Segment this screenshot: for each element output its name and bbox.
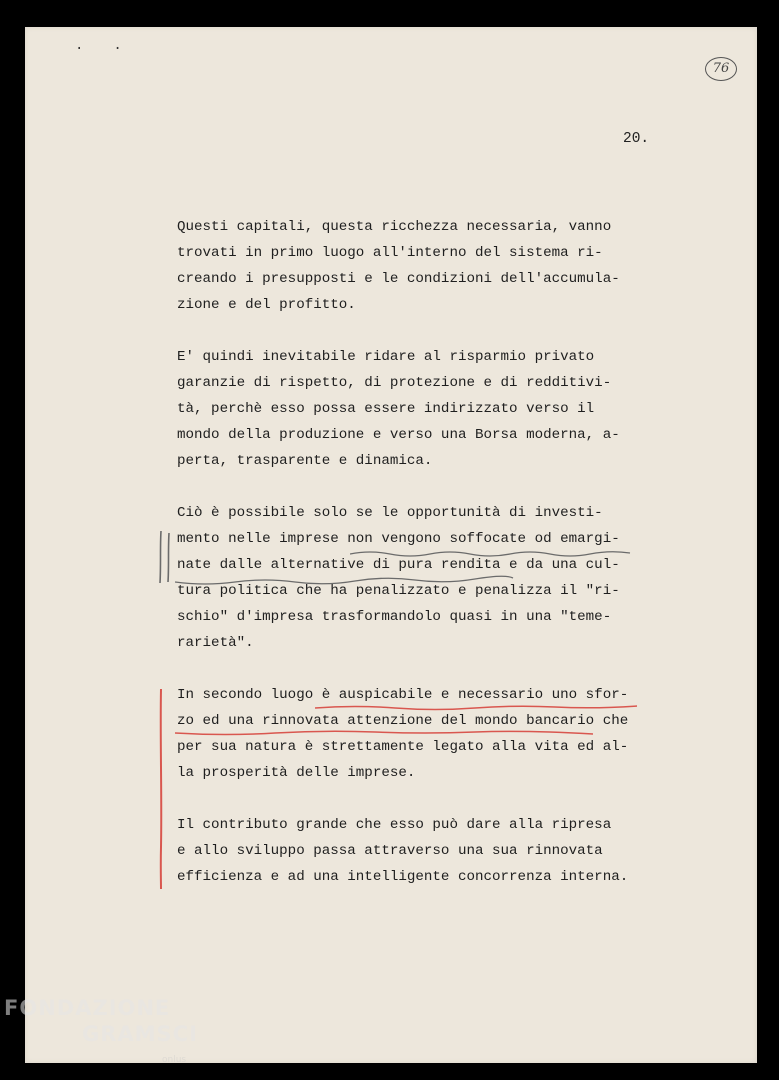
red-pencil-sidebar-mark bbox=[155, 687, 167, 892]
text-line: tura politica che ha penalizzato e penalizza il "ri- bbox=[177, 583, 620, 599]
archive-number: 76 bbox=[705, 57, 737, 81]
page-number: 20. bbox=[623, 131, 650, 147]
paragraph-3 bbox=[177, 500, 657, 656]
text-line: In secondo luogo è auspicabile e necessario uno sfor- bbox=[177, 687, 629, 703]
text-line: zione e del profitto. bbox=[177, 297, 356, 313]
text-line: mondo della produzione e verso una Borsa moderna, a- bbox=[177, 427, 620, 443]
document-page bbox=[25, 27, 757, 1063]
text-line: mento nelle imprese non vengono soffocate od emargi- bbox=[177, 531, 620, 547]
watermark-line-2: GRAMSCI bbox=[82, 1022, 198, 1046]
text-line: garanzie di rispetto, di protezione e di redditivi- bbox=[177, 375, 612, 391]
paragraph-2 bbox=[177, 344, 657, 474]
stray-marks: ·· bbox=[75, 41, 152, 57]
body-text bbox=[177, 214, 657, 916]
text-line: e allo sviluppo passa attraverso una sua rinnovata bbox=[177, 843, 603, 859]
text-line: E' quindi inevitabile ridare al risparmio privato bbox=[177, 349, 595, 365]
text-line: perta, trasparente e dinamica. bbox=[177, 453, 433, 469]
watermark-line-3: onlus bbox=[162, 1055, 187, 1065]
paragraph-4 bbox=[177, 682, 657, 786]
text-line: trovati in primo luogo all'interno del sistema ri- bbox=[177, 245, 603, 261]
fondazione-gramsci-watermark bbox=[4, 995, 198, 1073]
text-line: efficienza e ad una intelligente concorrenza interna. bbox=[177, 869, 629, 885]
text-line: Ciò è possibile solo se le opportunità di investi- bbox=[177, 505, 603, 521]
text-line: tà, perchè esso possa essere indirizzato verso il bbox=[177, 401, 595, 417]
paragraph-1 bbox=[177, 214, 657, 318]
text-line: Il contributo grande che esso può dare alla ripresa bbox=[177, 817, 612, 833]
text-line: nate dalle alternative di pura rendita e da una cul- bbox=[177, 557, 620, 573]
pencil-sidebar-mark bbox=[155, 527, 175, 587]
text-line: rarietà". bbox=[177, 635, 254, 651]
text-line: zo ed una rinnovata attenzione del mondo bancario che bbox=[177, 713, 629, 729]
text-line: Questi capitali, questa ricchezza necessaria, vanno bbox=[177, 219, 612, 235]
text-line: la prosperità delle imprese. bbox=[177, 765, 416, 781]
watermark-line-1: FONDAZIONE bbox=[4, 996, 171, 1020]
text-line: schio" d'impresa trasformandolo quasi in una "teme- bbox=[177, 609, 612, 625]
paragraph-5 bbox=[177, 812, 657, 890]
text-line: per sua natura è strettamente legato alla vita ed al- bbox=[177, 739, 629, 755]
text-line: creando i presupposti e le condizioni dell'accumula- bbox=[177, 271, 620, 287]
